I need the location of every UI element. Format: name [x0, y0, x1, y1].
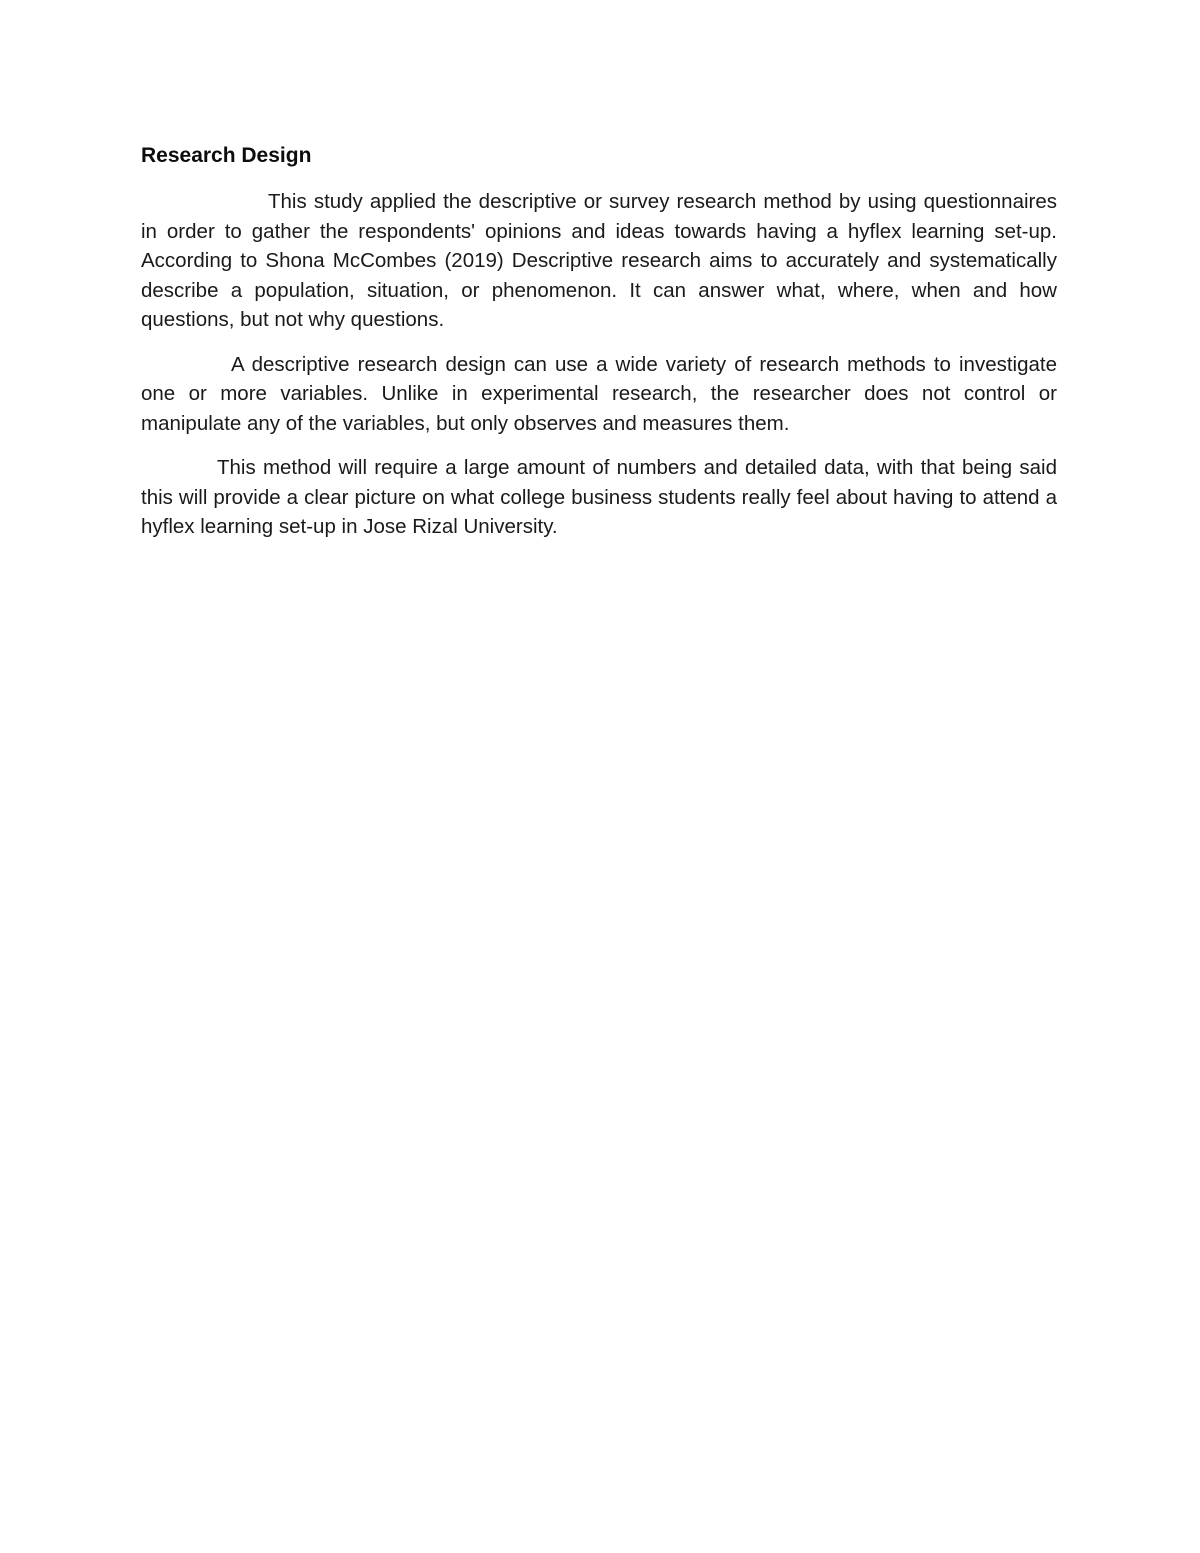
paragraph-2: A descriptive research design can use a wide variety of research methods to investigate one or more variables. Unlike in experimental research, the researcher does not control or manipulate any of the variables, but only observes and measures them.	[141, 352, 1057, 435]
paragraph-3: This method will require a large amount of numbers and detailed data, with that being said this will provide a clear picture on what college business students really feel about having to attend a hyflex learning set-up in Jose Rizal University.	[141, 456, 1057, 538]
paragraph-1: This study applied the descriptive or survey research method by using questionnaires in order to gather the respondents' opinions and ideas towards having a hyflex learning set-up. According to Shona McCombes (2019) Descriptive research aims to accurately and systematically describe a population, situation, or phenomenon. It can answer what, where, when and how questions, but not why questions.	[141, 190, 1057, 331]
section-heading: Research Design	[141, 144, 312, 167]
document-body	[141, 142, 1057, 557]
